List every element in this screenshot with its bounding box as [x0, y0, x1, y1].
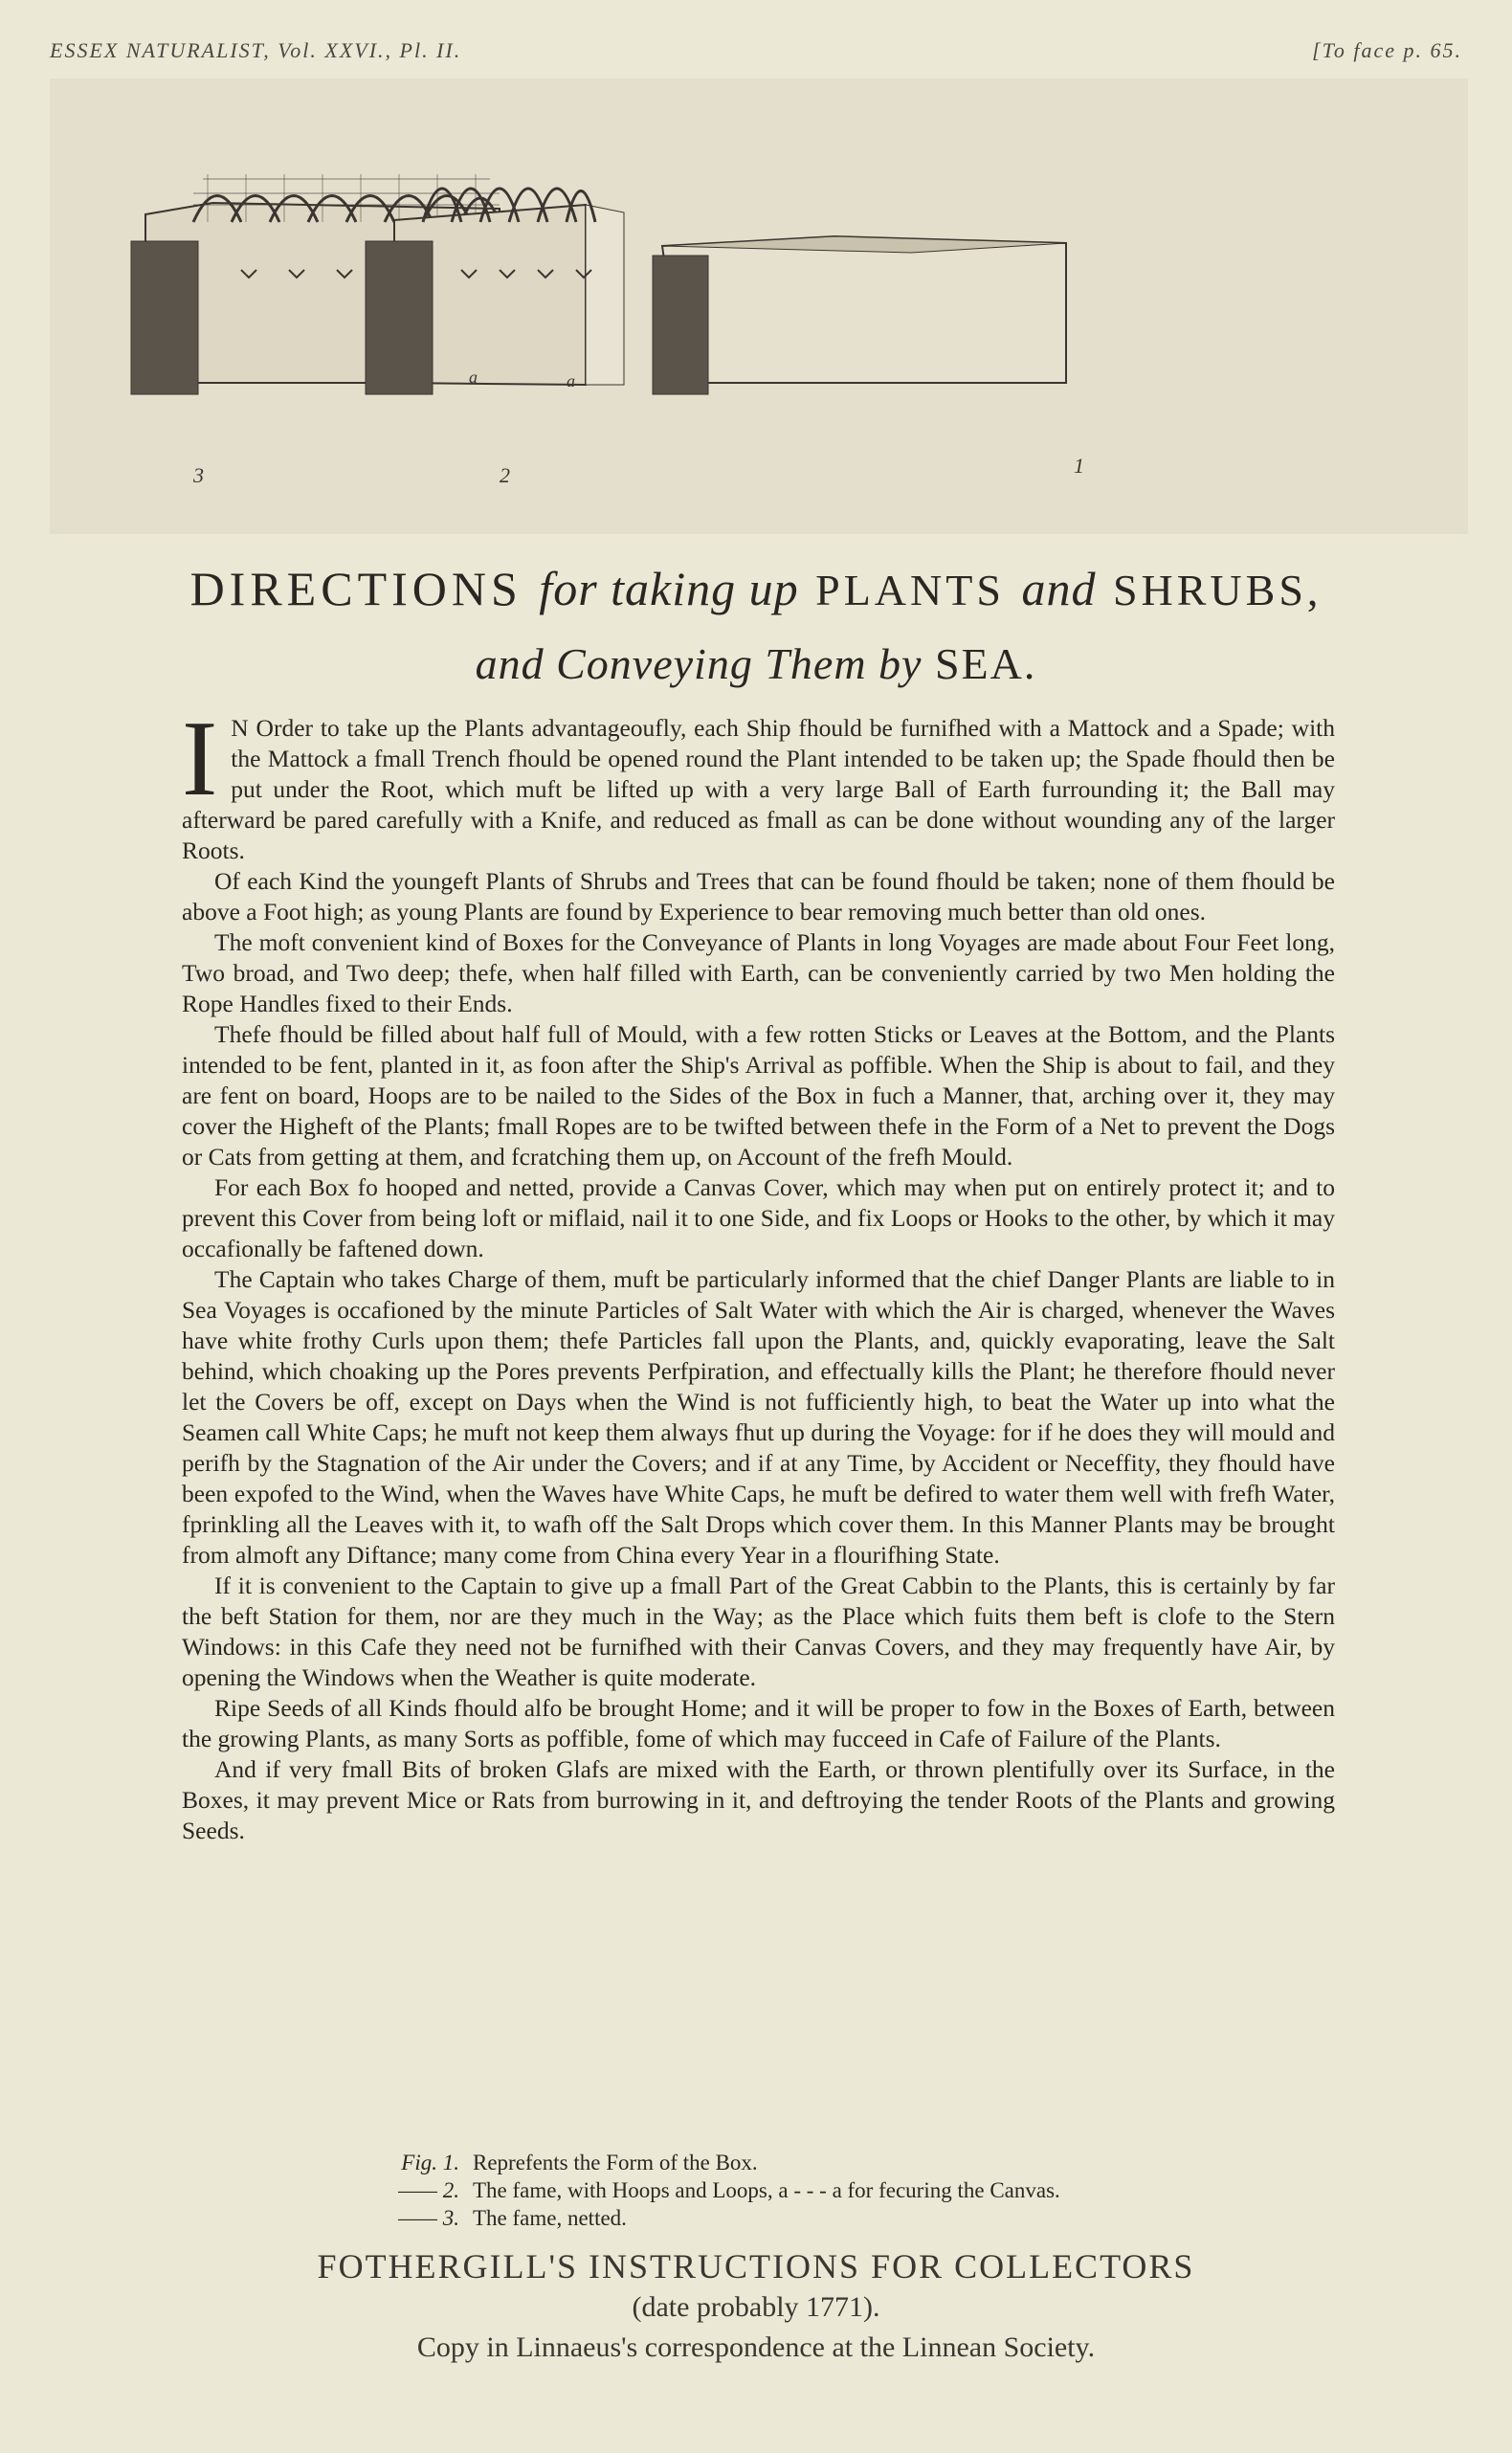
- letter-a-left: a: [469, 368, 478, 387]
- title-conveying: and Conveying Them by: [475, 639, 923, 688]
- plate-caption: [0, 2244, 1512, 2369]
- page-title: [0, 560, 1512, 689]
- title-for-taking-up: for taking up: [539, 562, 799, 615]
- paragraph-6: The Captain who takes Charge of them, muft be particularly informed that the chief Danger Plants are liable to in Sea Voyages is occafioned by the minute Particles of Salt Water with which the Air is charged, whenever the Waves have white frothy Curls upon them; thefe Particles fall upon the Plants, and, quickly evaporating, leave the Salt behind, which choaking up the Pores prevents Perfpiration, and effectually kills the Plant; he therefore fhould never let the Covers be off, except on Days when the Wind is not fufficiently high, to beat the Water up into what the Seamen call White Caps; he muft not keep them always fhut up during the Voyage: for if he does they will mould and perifh by the Stagnation of the Air under the Covers; and if at any Time, by Accident or Neceffity, they fhould have been expofed to the Wind, when the Waves have White Caps, he muft be defired to water them well with frefh Water, fprinkling all the Leaves with it, to wafh off the Salt Drops which cover them. In this Manner Plants may be brought from almoft any Diftance; many come from China every Year in a flourifhing State.: [182, 1265, 1335, 1569]
- figure-legend-item: Fig. 1. Reprefents the Form of the Box.: [401, 2151, 758, 2174]
- title-directions: DIRECTIONS: [189, 562, 523, 615]
- paragraph-9: And if very fmall Bits of broken Glafs are mixed with the Earth, or thrown plentifully over its Surface, in the Boxes, it may prevent Mice or Rats from burrowing in it, and deftroying the tender Roots of the Plants and growing Seeds.: [182, 1755, 1335, 1844]
- figure-number-1: 1: [1074, 454, 1084, 478]
- caption-date: (date probably 1771).: [632, 2291, 880, 2323]
- paragraph-3: The moft convenient kind of Boxes for the Conveyance of Plants in long Voyages are made about Four Feet long, Two broad, and Two deep; thefe, when half filled with Earth, can be conveniently carried by two Men holding the Rope Handles fixed to their Ends.: [182, 928, 1335, 1017]
- figure-number-3: 3: [193, 463, 204, 487]
- plate-illustration: [50, 78, 1468, 534]
- drop-cap: I: [182, 700, 218, 818]
- body-text: [182, 700, 1335, 1846]
- caption-source: Copy in Linnaeus's correspondence at the Linnean Society.: [416, 2331, 1096, 2363]
- figure-legend: [345, 2149, 1206, 2232]
- paragraph-4: Thefe fhould be filled about half full of Mould, with a few rotten Sticks or Leaves at the Bottom, and the Plants intended to be fent, planted in it, as foon after the Ship's Arrival as poffible. When the Ship is about to fail, and they are fent on board, Hoops are to be nailed to the Sides of the Box in fuch a Manner, that, arching over it, they may cover the Higheft of the Plants; fmall Ropes are to be twifted between thefe in the Form of a Net to prevent the Dogs or Cats from getting at them, and fcratching them up, on Account of the frefh Mould.: [182, 1020, 1335, 1171]
- box-figure-1: [653, 236, 1066, 394]
- engraved-plate: [50, 78, 1468, 534]
- title-sea: SEA.: [934, 639, 1037, 688]
- journal-reference: ESSEX NATURALIST, Vol. XXVI., Pl. II.: [50, 38, 462, 62]
- caption-title: FOTHERGILL'S INSTRUCTIONS FOR COLLECTORS: [317, 2247, 1195, 2286]
- paragraph-2: Of each Kind the youngeft Plants of Shrubs and Trees that can be found fhould be taken; none of them fhould be above a Foot high; as young Plants are found by Experience to bear removing much better than old ones.: [182, 867, 1335, 925]
- figure-legend-item: —— 3. The fame, netted.: [398, 2206, 627, 2230]
- title-shrubs: SHRUBS,: [1112, 566, 1323, 614]
- figure-number-2: 2: [500, 463, 510, 487]
- paragraph-7: If it is convenient to the Captain to give up a fmall Part of the Great Cabbin to the Plants, this is certainly by far the beft Station for them, nor are they much in the Way; as the Place which fuits them beft is clofe to the Stern Windows: in this Cafe they need not be furnifhed with their Canvas Covers, and they may frequently have Air, by opening the Windows when the Weather is quite moderate.: [182, 1572, 1335, 1691]
- paragraph-5: For each Box fo hooped and netted, provide a Canvas Cover, which may when put on entirely protect it; and to prevent this Cover from being loft or miflaid, nail it to one Side, and fix Loops or Hooks to the other, by which it may occafionally be faftened down.: [182, 1173, 1335, 1262]
- letter-a-right: a: [567, 371, 575, 390]
- box-figure-2: [366, 189, 624, 394]
- page-reference: [To face p. 65.: [1312, 38, 1462, 62]
- running-head: [50, 38, 1462, 63]
- title-and: and: [1021, 562, 1097, 615]
- title-plants: PLANTS: [815, 566, 1005, 614]
- figure-legend-item: —— 2. The fame, with Hoops and Loops, a - - - a for fecuring the Canvas.: [398, 2178, 1060, 2202]
- paragraph-1: I N Order to take up the Plants advantageoufly, each Ship fhould be furnifhed with a Mattock and a Spade; with the Mattock a fmall Trench fhould be opened round the Plant intended to be taken up; the Spade fhould then be put under the Root, which muft be lifted up with a very large Ball of Earth furrounding it; the Ball may afterward be pared carefully with a Knife, and reduced as fmall as can be done without wounding any of the larger Roots.: [182, 700, 1335, 864]
- paragraph-8: Ripe Seeds of all Kinds fhould alfo be brought Home; and it will be proper to fow in the Boxes of Earth, between the growing Plants, as many Sorts as poffible, fome of which may fucceed in Cafe of Failure of the Plants.: [182, 1694, 1335, 1752]
